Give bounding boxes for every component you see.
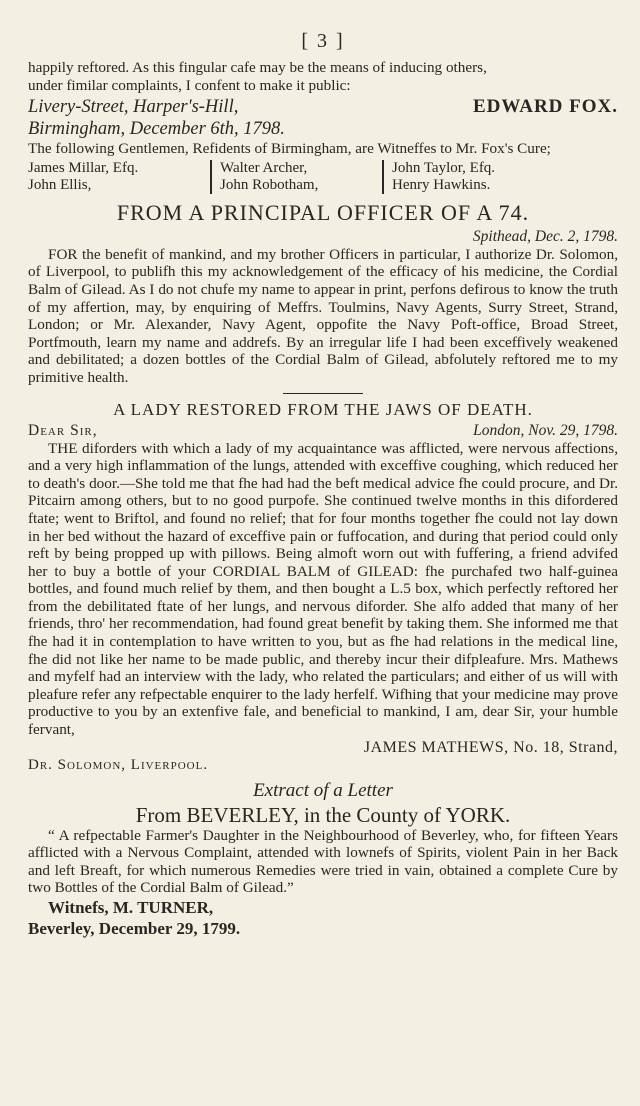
section2-salutation: Dear Sir, (28, 421, 98, 439)
section1-heading: FROM A PRINCIPAL OFFICER OF A 74. (116, 199, 530, 225)
witness-column (28, 160, 210, 194)
intro-line-2: under fimilar complaints, I confent to make it public: (28, 76, 351, 94)
section2-heading: A LADY RESTORED FROM THE JAWS OF DEATH. (113, 399, 533, 419)
page-number: [ 3 ] (301, 30, 345, 52)
intro-signature-row (28, 96, 618, 118)
witness-list (28, 160, 618, 194)
witness-column (210, 160, 382, 194)
section3-from-line: From BEVERLEY, in the County of YORK. (135, 802, 511, 827)
section2-addressee: Dr. Solomon, Liverpool. (28, 756, 209, 773)
witness-column (382, 160, 507, 194)
intro-address: Livery-Street, Harper's-Hill, (28, 97, 239, 118)
witness-intro: The following Gentlemen, Refidents of Birmingham, are Witneffes to Mr. Fox's Cure; (28, 140, 551, 158)
section1-body: FOR the benefit of mankind, and my brother Officers in particular, I authorize Dr. Solomon, of Liverpool, to publifh this my acknowledgement of the efficacy of his medicine, the Cordial Balm of Gilead. As I do not chufe my name to appear in print, perfons defirous to know the truth of my affertion, may, by enquiring of Meffrs. Toulmins, Navy Agents, Surry Street, Strand, London; or Mr. Alexander, Navy Agent, oppofite the Navy Poft-office, Broad Street, Portfmouth, learn my name and addrefs. By an irregular life I had been exceffively weakened and debilitated; a dozen bottles of the Cordial Balm of Gilead, abfolutely reftored me to my primitive health. (28, 245, 618, 386)
intro-address-date: Birmingham, December 6th, 1798. (28, 119, 285, 140)
section3-witness: Witnefs, M. TURNER, (48, 898, 214, 917)
section2-body: THE diforders with which a lady of my acquaintance was afflicted, were nervous affections, and a very high inflammation of the lungs, attended with exceffive coughing, which reduced her to death's door.—She told me that fhe had had the beft medical advice fhe could procure, and Dr. Pitcairn among others, but to no good purpofe. She continued twelve months in this difordered ftate; went to Briftol, and found no relief; that for four months together fhe could not lay down in her bed without the hazard of exceffive pain or fuffocation, and during that period could only reft by being propped up with pillows. Being almoft worn out with fuffering, a friend advifed her to buy a bottle of your CORDIAL BALM of GILEAD: fhe purchafed two half-guinea bottles, and found much relief by them, and then bought a L.5 box, which perfectly reftored her from the debilitated ftate of her lungs, and nervous diforder. She alfo added that many of her friends, thro' her recommendation, had found great benefit by taking them. She informed me that fhe had it in contemplation to have written to you, but as fhe had relations in the medical line, fhe did not like her name to be made public, and thereby incur their difpleafure. Mrs. Mathews and myfelf had an interview with the lady, who related the particulars; and either of us will with pleafure refer any refpectable enquirer to the lady herfelf. Wifhing that your medicine may prove productive to you by an extenfive fale, and beneficial to mankind, I am, dear Sir, your humble fervant, (28, 439, 618, 739)
divider-rule (283, 393, 363, 394)
section3-body: “ A refpectable Farmer's Daughter in the Neighbourhood of Beverley, who, for fifteen Years afflicted with a Nervous Complaint, attended with lownefs of Spirits, violent Pain in her Back and left Breaft, for which numerous Remedies were tried in vain, obtained a complete Cure by two Bottles of the Cordial Balm of Gilead.” (28, 826, 618, 897)
intro-signature: EDWARD FOX. (472, 96, 618, 118)
section3-heading: Extract of a Letter (253, 779, 393, 801)
witness-name: John Taylor, Efq. (392, 159, 496, 176)
witness-name: Walter Archer, (220, 159, 308, 176)
section2-signature: JAMES MATHEWS, No. 18, Strand, (363, 738, 618, 756)
section2-dateline: London, Nov. 29, 1798. (473, 421, 618, 439)
witness-name: John Ellis, (28, 176, 92, 193)
section2-salutation-row (28, 422, 618, 440)
section1-dateline: Spithead, Dec. 2, 1798. (472, 227, 618, 245)
intro-line-1: happily reftored. As this fingular cafe may be the means of inducing others, (28, 59, 487, 76)
witness-name: John Robotham, (220, 176, 319, 193)
witness-name: James Millar, Efq. (28, 159, 139, 176)
witness-name: Henry Hawkins. (392, 176, 491, 193)
section3-date: Beverley, December 29, 1799. (28, 919, 241, 938)
